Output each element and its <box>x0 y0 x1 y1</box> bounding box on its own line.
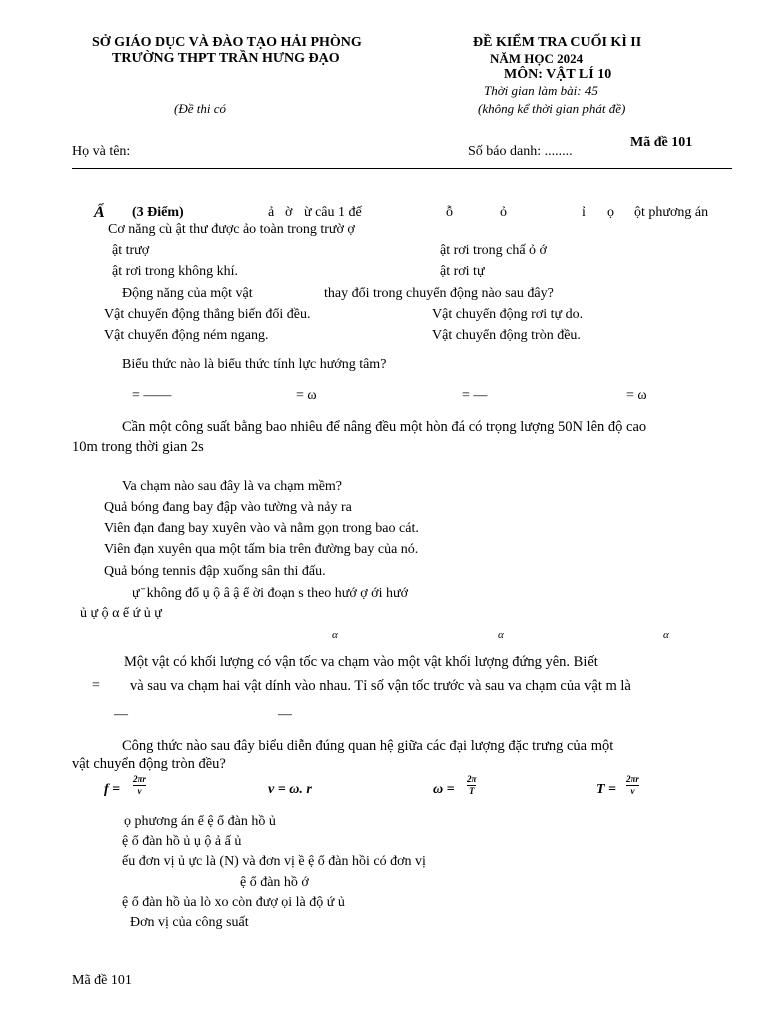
q9-option-b-cont: ệ ổ đàn hồ ớ <box>240 875 309 890</box>
exam-code: Mã đề 101 <box>630 135 693 150</box>
student-id-label: Số báo danh: ........ <box>468 144 573 159</box>
q5-option-d: Quả bóng tennis đập xuống sân thi đấu. <box>104 564 326 579</box>
section-fragment: ọ <box>607 205 614 220</box>
exam-time-note: (không kể thời gian phát đề) <box>478 101 626 116</box>
q8-option-c-fraction <box>467 775 476 796</box>
q2-option-b: Vật chuyển động rơi tự do. <box>432 307 584 322</box>
fraction-denominator: T <box>468 786 475 796</box>
q8-option-c-lhs: ω = <box>433 782 455 797</box>
q7-line2: và sau va chạm hai vật dính vào nhau. Tỉ số vận tốc trước và sau va chạm của vật m là <box>130 678 631 694</box>
q8-option-d-fraction <box>626 775 639 796</box>
q2-stem-end: thay đổi trong chuyển động nào sau đây? <box>324 286 554 301</box>
q6-line1: ự ̄ không đổ ụ ộ â ậ ể ời đoạn s theo hướ ợ ới hướ <box>132 586 408 601</box>
footer-exam-code: Mã đề 101 <box>72 973 132 988</box>
student-name-label: Họ và tên: <box>72 144 131 159</box>
q1-option-c: ật rơi trong không khí. <box>112 264 238 279</box>
q7-option-a: — <box>114 707 128 722</box>
q9-option-c: ệ ổ đàn hồ ủa lò xo còn đượ ọi là độ ứ ủ <box>122 895 345 910</box>
exam-time: Thời gian làm bài: 45 <box>484 83 598 98</box>
q8-option-a-fraction <box>133 775 146 796</box>
q4-line1: Cần một công suất bằng bao nhiêu để nâng đều một hòn đá có trọng lượng 50N lên độ cao <box>122 419 647 435</box>
q6-alpha: α <box>498 629 504 641</box>
section-fragment: ừ câu 1 đế <box>304 205 362 220</box>
q7-equals: = <box>92 678 100 693</box>
q2-option-d: Vật chuyển động tròn đều. <box>432 328 581 343</box>
fraction-denominator: v <box>630 786 635 796</box>
section-fragment: ỉ <box>582 205 586 220</box>
q5-option-a: Quả bóng đang bay đập vào tường và nảy ra <box>104 500 352 515</box>
section-fragment: ột phương án <box>634 205 709 220</box>
q1-option-b: ật rơi trong chấ ỏ ớ <box>440 243 547 258</box>
q1-stem: Cơ năng cù ật thư được ảo toàn trong trườ ợ <box>108 222 355 237</box>
header-divider <box>72 168 732 169</box>
q3-option-a: = —— <box>132 388 172 403</box>
q4-line2: 10m trong thời gian 2s <box>72 439 204 455</box>
department-name: SỞ GIÁO DỤC VÀ ĐÀO TẠO HẢI PHÒNG <box>92 35 362 50</box>
q1-option-d: ật rơi tự <box>440 264 485 279</box>
q8-option-b: v = ω. r <box>268 782 312 797</box>
q3-option-c: = — <box>462 388 488 403</box>
q2-option-c: Vật chuyển động ném ngang. <box>104 328 269 343</box>
q8-option-a-lhs: f = <box>104 782 121 797</box>
fraction-numerator: 2πr <box>133 774 146 784</box>
q5-stem: Va chạm nào sau đây là va chạm mềm? <box>122 479 343 494</box>
section-points: (3 Điểm) <box>132 205 184 220</box>
q9-option-a: ệ ổ đàn hồ ủ ụ ộ ả ấ ủ <box>122 834 242 849</box>
fraction-numerator: 2πr <box>626 774 639 784</box>
q1-option-a: ật trượ <box>112 243 150 258</box>
q2-stem: Động năng của một vật <box>122 286 253 301</box>
q5-option-b: Viên đạn đang bay xuyên vào và nằm gọn trong bao cát. <box>104 521 419 536</box>
section-fragment: ả <box>268 205 275 220</box>
section-glyph: Ẩ <box>94 204 105 221</box>
fraction-numerator: 2π <box>467 774 477 784</box>
school-year: NĂM HỌC 2024 <box>490 51 584 66</box>
q3-option-d: = ω <box>626 388 647 403</box>
q2-option-a: Vật chuyển động thẳng biến đổi đều. <box>104 307 311 322</box>
exam-title: ĐỀ KIỂM TRA CUỐI KÌ II <box>473 35 642 50</box>
fraction-denominator: v <box>137 786 142 796</box>
section-fragment: ỗ <box>446 205 453 220</box>
q8-line2: vật chuyển động tròn đều? <box>72 756 226 772</box>
pages-note: (Đề thi có <box>174 101 226 116</box>
section-fragment: ờ <box>285 205 293 220</box>
subject: MÔN: VẬT LÍ 10 <box>504 67 612 82</box>
q8-line1: Công thức nào sau đây biểu diễn đúng quan hệ giữa các đại lượng đặc trưng của một <box>122 738 614 754</box>
q6-alpha: α <box>663 629 669 641</box>
q3-option-b: = ω <box>296 388 317 403</box>
q10-stem: Đơn vị của công suất <box>130 915 249 930</box>
q9-option-b: ếu đơn vị ủ ực là (N) và đơn vị ề ệ ổ đàn hồi có đơn vị <box>122 854 426 869</box>
q7-option-b: — <box>278 707 292 722</box>
q6-alpha: α <box>332 629 338 641</box>
q3-stem: Biểu thức nào là biểu thức tính lực hướng tâm? <box>122 357 387 372</box>
q7-line1: Một vật có khối lượng có vận tốc va chạm vào một vật khối lượng đứng yên. Biết <box>124 654 598 670</box>
school-name: TRƯỜNG THPT TRẦN HƯNG ĐẠO <box>112 51 340 66</box>
q5-option-c: Viên đạn xuyên qua một tấm bia trên đường bay của nó. <box>104 542 419 557</box>
q9-stem: ọ phương án ể ệ ổ đàn hồ ủ <box>124 814 276 829</box>
q6-line2: ủ ự ộ α ể ứ ủ ự <box>80 606 162 621</box>
section-fragment: ỏ <box>500 205 507 220</box>
q8-option-d-lhs: T = <box>596 782 617 797</box>
